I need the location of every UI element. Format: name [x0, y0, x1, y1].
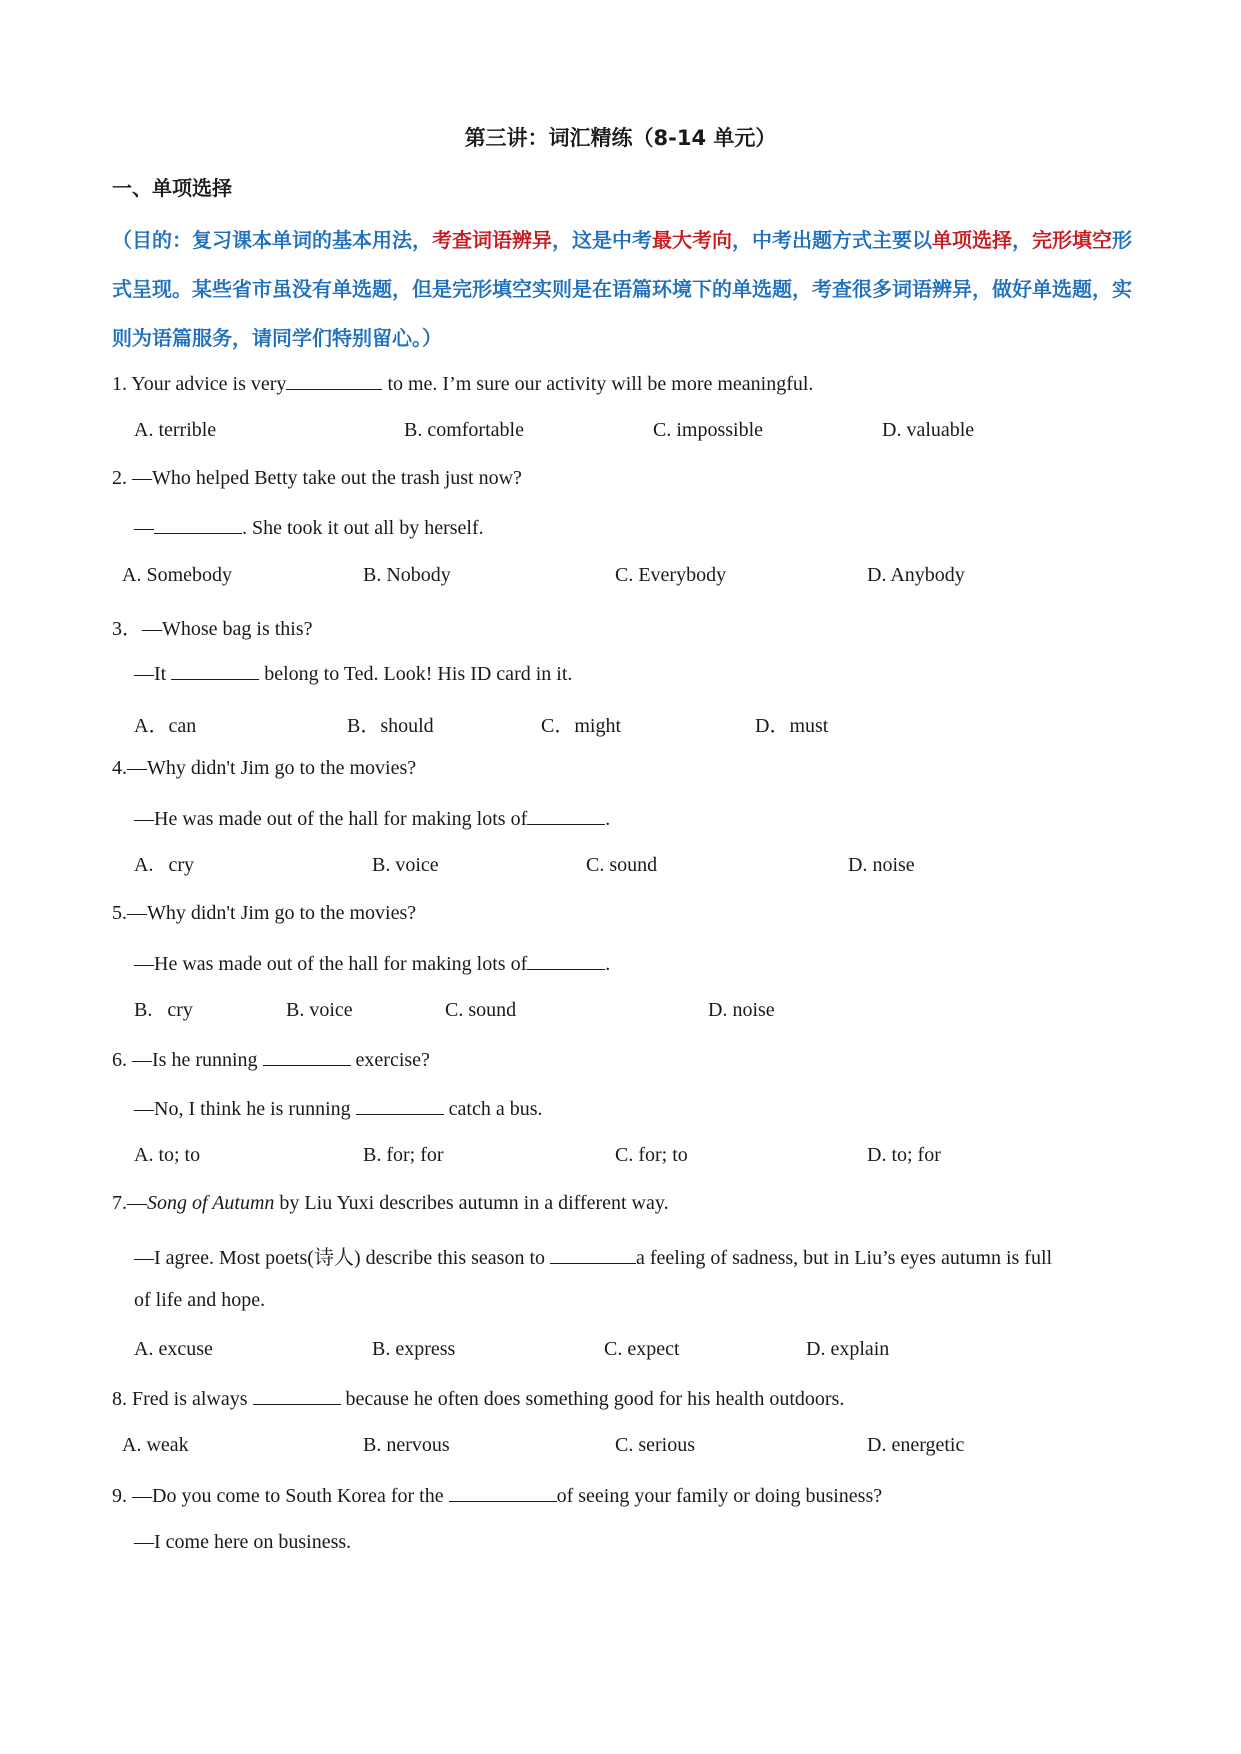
stem-text: by Liu Yuxi describes autumn in a different way. — [274, 1192, 669, 1214]
poem-title: Song of Autumn — [147, 1192, 275, 1214]
q8-option-a: A. weak — [122, 1434, 189, 1456]
q7-option-d: D. explain — [806, 1338, 890, 1360]
stem-text: 6. —Is he running — [112, 1049, 263, 1071]
stem-text: 8. Fred is always — [112, 1388, 253, 1410]
answer-blank — [253, 1386, 341, 1405]
stem-text: . She took it out all by herself. — [242, 517, 484, 539]
answer-blank — [171, 661, 259, 680]
question-1-stem — [112, 371, 813, 396]
q4-option-c: C. sound — [586, 854, 658, 876]
stem-text: of seeing your family or doing business? — [556, 1485, 883, 1507]
q6-option-a: A. to; to — [134, 1144, 201, 1166]
intro-text: 形式呈现。某些省市虽没有单选题，但是完形填空实则是在语篇环境下的单选题，考查很多词语辨异，做好单选题，实则为语篇服务，请同学们特别留心。） — [112, 228, 1132, 350]
intro-highlight: 完形填空 — [1032, 228, 1112, 252]
q1-option-d: D. valuable — [882, 419, 975, 441]
q8-option-d: D. energetic — [867, 1434, 965, 1456]
question-2-line2 — [134, 515, 484, 540]
stem-text: catch a bus. — [443, 1098, 543, 1120]
q5-option-b: B. voice — [286, 999, 353, 1021]
answer-blank — [286, 371, 382, 390]
q5-option-a: B. cry — [134, 999, 193, 1021]
question-7-stem — [112, 1192, 669, 1215]
q5-option-c: C. sound — [445, 999, 517, 1021]
q3-option-d: D．must — [755, 715, 829, 737]
answer-blank — [356, 1096, 444, 1115]
q6-option-d: D. to; for — [867, 1144, 941, 1166]
page-title: 第三讲：词汇精练（8-14 单元） — [464, 126, 777, 150]
q1-option-c: C. impossible — [653, 419, 764, 441]
stem-text: a feeling of sadness, but in Liu’s eyes autumn is full — [636, 1247, 1053, 1269]
q2-option-a: A. Somebody — [122, 564, 232, 586]
stem-text: 1. Your advice is very — [112, 373, 287, 395]
q3-option-a: A．can — [134, 715, 197, 737]
stem-text: 7.— — [112, 1192, 147, 1214]
q5-option-d: D. noise — [708, 999, 775, 1021]
answer-blank — [550, 1245, 636, 1264]
intro-highlight: 考查词语辨异 — [432, 228, 552, 252]
stem-text: to me. I’m sure our activity will be more meaningful. — [382, 373, 814, 395]
q1-option-b: B. comfortable — [404, 419, 524, 441]
stem-text: — — [134, 517, 154, 539]
q4-option-b: B. voice — [372, 854, 439, 876]
question-7-line2 — [134, 1241, 1052, 1270]
answer-blank — [263, 1047, 351, 1066]
question-6-stem — [112, 1047, 430, 1072]
question-3-stem: 3．—Whose bag is this? — [112, 618, 313, 640]
question-5-line2 — [134, 951, 610, 976]
intro-text: ，这是中考 — [552, 228, 652, 252]
q4-option-a: A. cry — [134, 854, 194, 876]
question-5-stem: 5.—Why didn't Jim go to the movies? — [112, 902, 417, 924]
answer-blank — [449, 1483, 557, 1502]
q3-option-c: C．might — [541, 715, 622, 737]
question-4-stem: 4.—Why didn't Jim go to the movies? — [112, 757, 417, 779]
intro-highlight: 最大考向 — [652, 228, 732, 252]
question-9-stem — [112, 1483, 882, 1508]
intro-text: ， — [1012, 228, 1032, 252]
q6-option-c: C. for; to — [615, 1144, 688, 1166]
q6-option-b: B. for; for — [363, 1144, 444, 1166]
q8-option-b: B. nervous — [363, 1434, 450, 1456]
q7-option-c: C. expect — [604, 1338, 680, 1360]
stem-text: —He was made out of the hall for making lots of — [134, 953, 528, 975]
stem-text: exercise? — [350, 1049, 430, 1071]
q7-option-b: B. express — [372, 1338, 456, 1360]
stem-text: . — [605, 953, 611, 975]
stem-text: —I agree. Most poets(诗人) describe this season to — [134, 1247, 551, 1269]
question-3-line2 — [134, 661, 572, 686]
answer-blank — [527, 951, 605, 970]
stem-text: belong to Ted. Look! His ID card in it. — [259, 663, 573, 685]
answer-blank — [154, 515, 242, 534]
question-4-line2 — [134, 806, 610, 831]
question-7-line3: of life and hope. — [134, 1289, 266, 1311]
stem-text: —No, I think he is running — [134, 1098, 356, 1120]
q8-option-c: C. serious — [615, 1434, 695, 1456]
section-heading: 一、单项选择 — [112, 176, 232, 200]
q2-option-c: C. Everybody — [615, 564, 727, 586]
q7-option-a: A. excuse — [134, 1338, 213, 1360]
q4-option-d: D. noise — [848, 854, 915, 876]
stem-text: because he often does something good for his health outdoors. — [340, 1388, 845, 1410]
question-8-stem — [112, 1386, 844, 1411]
stem-text: . — [605, 808, 611, 830]
question-2-stem: 2. —Who helped Betty take out the trash just now? — [112, 467, 522, 489]
intro-paragraph — [112, 216, 1132, 363]
answer-blank — [527, 806, 605, 825]
q2-option-b: B. Nobody — [363, 564, 451, 586]
intro-text: （目的：复习课本单词的基本用法， — [112, 228, 432, 252]
q3-option-b: B．should — [347, 715, 434, 737]
question-6-line2 — [134, 1096, 543, 1121]
question-9-line2: —I come here on business. — [134, 1531, 352, 1553]
stem-text: —He was made out of the hall for making lots of — [134, 808, 528, 830]
stem-text: 9. —Do you come to South Korea for the — [112, 1485, 449, 1507]
intro-text: ，中考出题方式主要以 — [732, 228, 932, 252]
q1-option-a: A. terrible — [134, 419, 217, 441]
stem-text: —It — [134, 663, 172, 685]
q2-option-d: D. Anybody — [867, 564, 965, 586]
intro-highlight: 单项选择 — [932, 228, 1012, 252]
